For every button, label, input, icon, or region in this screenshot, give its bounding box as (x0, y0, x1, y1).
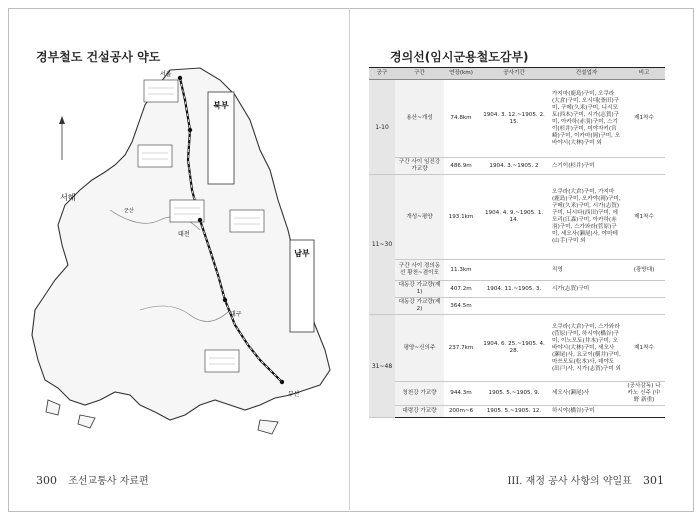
cell-period: 1904. 11.~1905. 3. (478, 281, 550, 298)
header-length: 연장(km) (444, 68, 478, 80)
cell-builder: 하시야(橋谷)구미 (550, 406, 623, 418)
cell-segment: 대령강 가교량 (395, 406, 444, 418)
table-header-row (369, 68, 665, 80)
left-page-title: 경부철도 건설공사 약도 (36, 50, 161, 64)
chapter-title: III. 재정 공사 사항의 약일표 (507, 476, 632, 487)
station-box-4 (230, 210, 264, 232)
station-dot (178, 76, 182, 80)
left-page-number: 300 (36, 474, 57, 487)
cell-segment: 구간 사이 임진강 가교량 (395, 158, 444, 175)
cell-section: 31~48 (369, 315, 395, 418)
cell-length: 944.3m (444, 382, 478, 406)
south-box-label: 남부 (294, 249, 310, 258)
header-builder: 건설업자 (550, 68, 623, 80)
cell-length: 407.2m (444, 281, 478, 298)
construction-table (369, 67, 665, 418)
table-row (369, 281, 665, 298)
station-dot (280, 380, 284, 384)
cell-segment: 구간 사이 경의동선 황천~겸이포 (395, 260, 444, 281)
right-page-number: 301 (643, 474, 664, 487)
cell-segment: 용산~개성 (395, 80, 444, 158)
cell-length: 486.9m (444, 158, 478, 175)
table-row (369, 158, 665, 175)
table-row (369, 260, 665, 281)
station-box-5 (205, 350, 239, 372)
cell-note (623, 406, 665, 418)
cell-segment: 청천강 가교량 (395, 382, 444, 406)
label-daegu: 대구 (230, 311, 242, 318)
cell-builder: 가지마(鹿島)구미, 오쿠라(大倉)구미, 오시대(釜田)구미, 구메(久米)구미, 니시모토(西本)구미, 시가(志賀)구미, 아카하(赤羽)구미, 스기이(杉井)구미, 미야자키(宮崎)구미, 이카마(岡)구미, 오바야시(大林)구미 외 (550, 80, 623, 158)
cell-builder: 직영 (550, 260, 623, 281)
table-row (369, 382, 665, 406)
cell-period (478, 260, 550, 281)
header-period: 공사기간 (478, 68, 550, 80)
label-busan: 부산 (288, 391, 300, 398)
cell-section: 11~30 (369, 175, 395, 315)
label-west-sea: 서해 (60, 193, 76, 202)
table-row (369, 298, 665, 315)
station-box-2 (138, 145, 172, 167)
cell-note: (공사감독) 나카노 신주 (中野 新重) (623, 382, 665, 406)
station-dot (198, 218, 202, 222)
station-dot (223, 298, 227, 302)
cell-builder: 세오사(瀬尾)사 (550, 382, 623, 406)
cell-period: 1905. 5.~1905. 9. (478, 382, 550, 406)
station-dot (188, 128, 192, 132)
cell-period: 1904. 3.~1905. 2 (478, 158, 550, 175)
table-row (369, 175, 665, 260)
table-row (369, 406, 665, 418)
cell-period: 1904. 4. 9.~1905. 1. 14. (478, 175, 550, 260)
cell-builder: 오쿠라(大倉)구미, 스가와라(菅原)구미, 하시야(橋谷)구미, 이노모토(井本)구미, 오바야시(大林)구미, 세오사(瀬尾)사, 요코이(横井)구미, 마쓰모토(松本)사, 데야도(出戸)사, 시가(志賀)구미 외 (550, 315, 623, 382)
cell-period: 1904. 6. 25.~1905. 4. 28. (478, 315, 550, 382)
cell-note: (광방대) (623, 260, 665, 281)
north-arrow-icon (59, 116, 65, 160)
cell-builder: 시가(志賀)구미 (550, 281, 623, 298)
railway-map (20, 60, 338, 460)
cell-length: 193.1km (444, 175, 478, 260)
cell-section: 1-10 (369, 80, 395, 175)
label-daejeon: 대전 (178, 231, 190, 238)
cell-note (623, 158, 665, 175)
cell-length: 11.3km (444, 260, 478, 281)
coastline (32, 68, 330, 420)
right-page-title: 경의선(임시군용철도감부) (390, 50, 529, 64)
cell-builder (550, 298, 623, 315)
table-row (369, 315, 665, 382)
cell-length: 74.8km (444, 80, 478, 158)
right-footer (507, 472, 664, 487)
label-gunsan: 군산 (124, 208, 134, 214)
cell-period: 1905. 5.~1905. 12. (478, 406, 550, 418)
station-box-1 (144, 80, 178, 102)
book-title: 조선교통사 자료편 (68, 476, 149, 487)
header-section: 공구 (369, 68, 395, 80)
cell-segment: 개성~평양 (395, 175, 444, 260)
cell-note (623, 298, 665, 315)
cell-note (623, 281, 665, 298)
north-box-label: 북부 (213, 101, 229, 110)
cell-builder: 스기이(杉井)구미 (550, 158, 623, 175)
cell-length: 200m~6 (444, 406, 478, 418)
header-note: 비고 (623, 68, 665, 80)
cell-segment: 대동강 가교량(제2) (395, 298, 444, 315)
table-row (369, 80, 665, 158)
left-footer (36, 472, 149, 487)
cell-segment: 대동강 가교량(제1) (395, 281, 444, 298)
cell-note: 제1착수 (623, 80, 665, 158)
island (46, 400, 60, 415)
island (78, 415, 95, 428)
cell-note: 제1착수 (623, 315, 665, 382)
label-seoul: 서울 (160, 71, 172, 78)
cell-length: 364.5m (444, 298, 478, 315)
cell-period (478, 298, 550, 315)
island (258, 420, 278, 434)
cell-period: 1904. 3. 12.~1905. 2. 15. (478, 80, 550, 158)
cell-note: 제1착수 (623, 175, 665, 260)
page-gutter (349, 8, 350, 510)
cell-builder: 오쿠라(大倉)구미, 가지마(鹿島)구미, 오카야(岡)구미, 구메(久米)구미, 시가(志賀)구미, 니시다(西田)구미, 에모리(江森)구미, 아카하(赤羽)구미, 스가와라(菅原)구미, 세오사(瀬尾)사, 야마테(山手)구미 외 (550, 175, 623, 260)
cell-length: 237.7km (444, 315, 478, 382)
header-segment: 구간 (395, 68, 444, 80)
cell-segment: 평양~신의주 (395, 315, 444, 382)
